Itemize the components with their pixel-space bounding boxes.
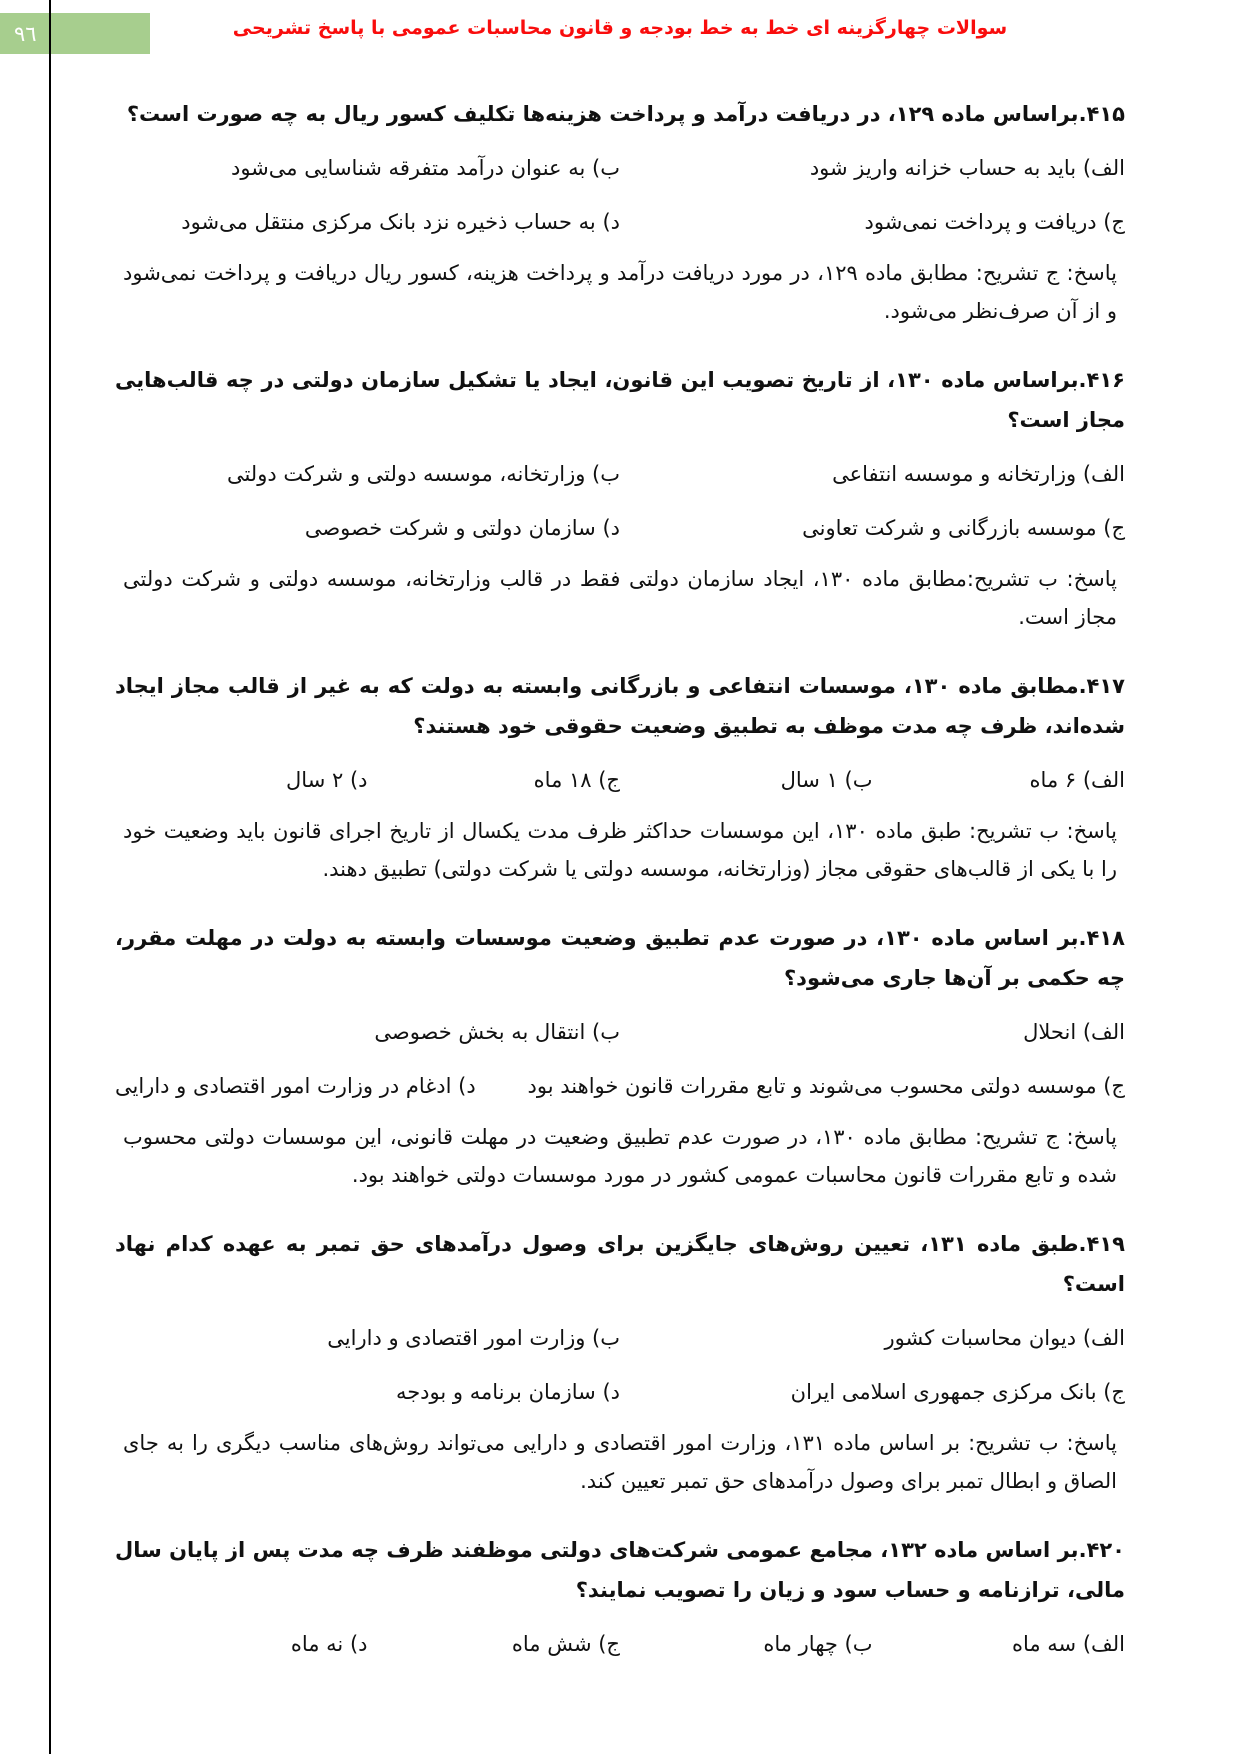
options-group — [115, 148, 1125, 242]
option-c: ج) ۱۸ ماه — [533, 768, 620, 792]
options-group — [115, 1624, 1125, 1664]
question-text: ۴۱۵.براساس ماده ۱۲۹، در دریافت درآمد و پرداخت هزینه‌ها تکلیف کسور ریال به چه صورت است؟ — [126, 102, 1125, 126]
options-row — [115, 1012, 1125, 1052]
option-d: د) به حساب ذخیره نزد بانک مرکزی منتقل می‌شود — [181, 210, 620, 234]
question-block-417 — [115, 666, 1125, 888]
option-b: ب) ۱ سال — [780, 768, 873, 792]
option-b: ب) به عنوان درآمد متفرقه شناسایی می‌شود — [230, 156, 620, 180]
option-d: د) سازمان برنامه و بودجه — [395, 1380, 620, 1404]
options-group — [115, 454, 1125, 548]
questions-area — [115, 94, 1125, 1664]
options-row — [115, 1372, 1125, 1412]
option-b: ب) چهار ماه — [763, 1632, 873, 1656]
question-text: ۴۱۷.مطابق ماده ۱۳۰، موسسات انتفاعی و بازرگانی وابسته به دولت که به غیر از قالب مجاز ایجاد شده‌اند، ظرف چه مدت موظف به تطبیق وضعیت حقوقی خود هستند؟ — [115, 674, 1125, 738]
header-title: سوالات چهارگزینه ای خط به خط بودجه و قانون محاسبات عمومی با پاسخ تشریحی — [232, 17, 1008, 39]
options-row — [115, 508, 1125, 548]
question-text: ۴۱۹.طبق ماده ۱۳۱، تعیین روش‌های جایگزین برای وصول درآمدهای حق تمبر به عهده کدام نهاد است؟ — [115, 1232, 1125, 1296]
options-group — [115, 1012, 1125, 1106]
option-c: ج) موسسه بازرگانی و شرکت تعاونی — [802, 516, 1125, 540]
question-block-420 — [115, 1530, 1125, 1664]
option-c: ج) دریافت و پرداخت نمی‌شود — [864, 210, 1125, 234]
options-row — [115, 1318, 1125, 1358]
question-block-415 — [115, 94, 1125, 330]
options-group — [115, 1318, 1125, 1412]
option-a: الف) باید به حساب خزانه واریز شود — [809, 156, 1125, 180]
question-text: ۴۱۸.بر اساس ماده ۱۳۰، در صورت عدم تطبیق وضعیت موسسات وابسته به دولت در مهلت مقرر، چه حکمی بر آن‌ها جاری می‌شود؟ — [115, 926, 1125, 990]
options-row — [115, 1066, 1125, 1106]
options-row — [115, 148, 1125, 188]
option-c: ج) شش ماه — [511, 1632, 620, 1656]
answer-text: پاسخ: ج تشریح: مطابق ماده ۱۳۰، در صورت عدم تطبیق وضعیت در مهلت قانونی، این موسسات دولتی محسوب شده و تابع مقررات قانون محاسبات عمومی کشور در مورد موسسات دولتی خواهند بود. — [123, 1125, 1117, 1187]
options-row — [115, 202, 1125, 242]
question-block-416 — [115, 360, 1125, 636]
margin-rule-line — [49, 0, 51, 1754]
options-row — [115, 454, 1125, 494]
page-header — [115, 17, 1125, 39]
answer-text: پاسخ: ب تشریح: بر اساس ماده ۱۳۱، وزارت امور اقتصادی و دارایی می‌تواند روش‌های مناسب دیگری را به جای الصاق و ابطال تمبر برای وصول درآمدهای حق تمبر تعیین کند. — [123, 1431, 1117, 1493]
option-c: ج) بانک مرکزی جمهوری اسلامی ایران — [790, 1380, 1125, 1404]
option-b: ب) انتقال به بخش خصوصی — [374, 1020, 620, 1044]
option-c: ج) موسسه دولتی محسوب می‌شوند و تابع مقررات قانون خواهند بود — [527, 1074, 1125, 1098]
options-row — [115, 1624, 1125, 1664]
option-a: الف) دیوان محاسبات کشور — [884, 1326, 1125, 1350]
question-block-418 — [115, 918, 1125, 1194]
question-text: ۴۱۶.براساس ماده ۱۳۰، از تاریخ تصویب این قانون، ایجاد یا تشکیل سازمان دولتی در چه قالب‌هایی مجاز است؟ — [115, 368, 1125, 432]
option-d: د) نه ماه — [290, 1632, 368, 1656]
option-a: الف) انحلال — [1023, 1020, 1125, 1044]
question-block-419 — [115, 1224, 1125, 1500]
option-a: الف) سه ماه — [1011, 1632, 1125, 1656]
answer-text: پاسخ: ب تشریح:مطابق ماده ۱۳۰، ایجاد سازمان دولتی فقط در قالب وزارتخانه، موسسه دولتی و شرکت دولتی مجاز است. — [123, 567, 1117, 629]
page-number: ٩٦ — [14, 21, 37, 46]
option-a: الف) وزارتخانه و موسسه انتفاعی — [832, 462, 1125, 486]
question-text: ۴۲۰.بر اساس ماده ۱۳۲، مجامع عمومی شرکت‌های دولتی موظفند ظرف چه مدت پس از پایان سال مالی، ترازنامه و حساب سود و زیان را تصویب نمایند؟ — [115, 1538, 1125, 1602]
answer-text: پاسخ: ج تشریح: مطابق ماده ۱۲۹، در مورد دریافت درآمد و پرداخت هزینه، کسور ریال دریافت و پرداخت نمی‌شود و از آن صرف‌نظر می‌شود. — [123, 261, 1117, 323]
option-a: الف) ۶ ماه — [1029, 768, 1125, 792]
answer-text: پاسخ: ب تشریح: طبق ماده ۱۳۰، این موسسات حداکثر ظرف مدت یکسال از تاریخ اجرای قانون باید وضعیت خود را با یکی از قالب‌های حقوقی مجاز (وزارتخانه، موسسه دولتی یا شرکت دولتی) تطبیق دهند. — [123, 819, 1117, 881]
option-b: ب) وزارت امور اقتصادی و دارایی — [327, 1326, 620, 1350]
option-d: د) ۲ سال — [286, 768, 368, 792]
option-d: د) ادغام در وزارت امور اقتصادی و دارایی — [115, 1074, 476, 1098]
options-row — [115, 760, 1125, 800]
option-d: د) سازمان دولتی و شرکت خصوصی — [304, 516, 620, 540]
option-b: ب) وزارتخانه، موسسه دولتی و شرکت دولتی — [226, 462, 620, 486]
options-group — [115, 760, 1125, 800]
